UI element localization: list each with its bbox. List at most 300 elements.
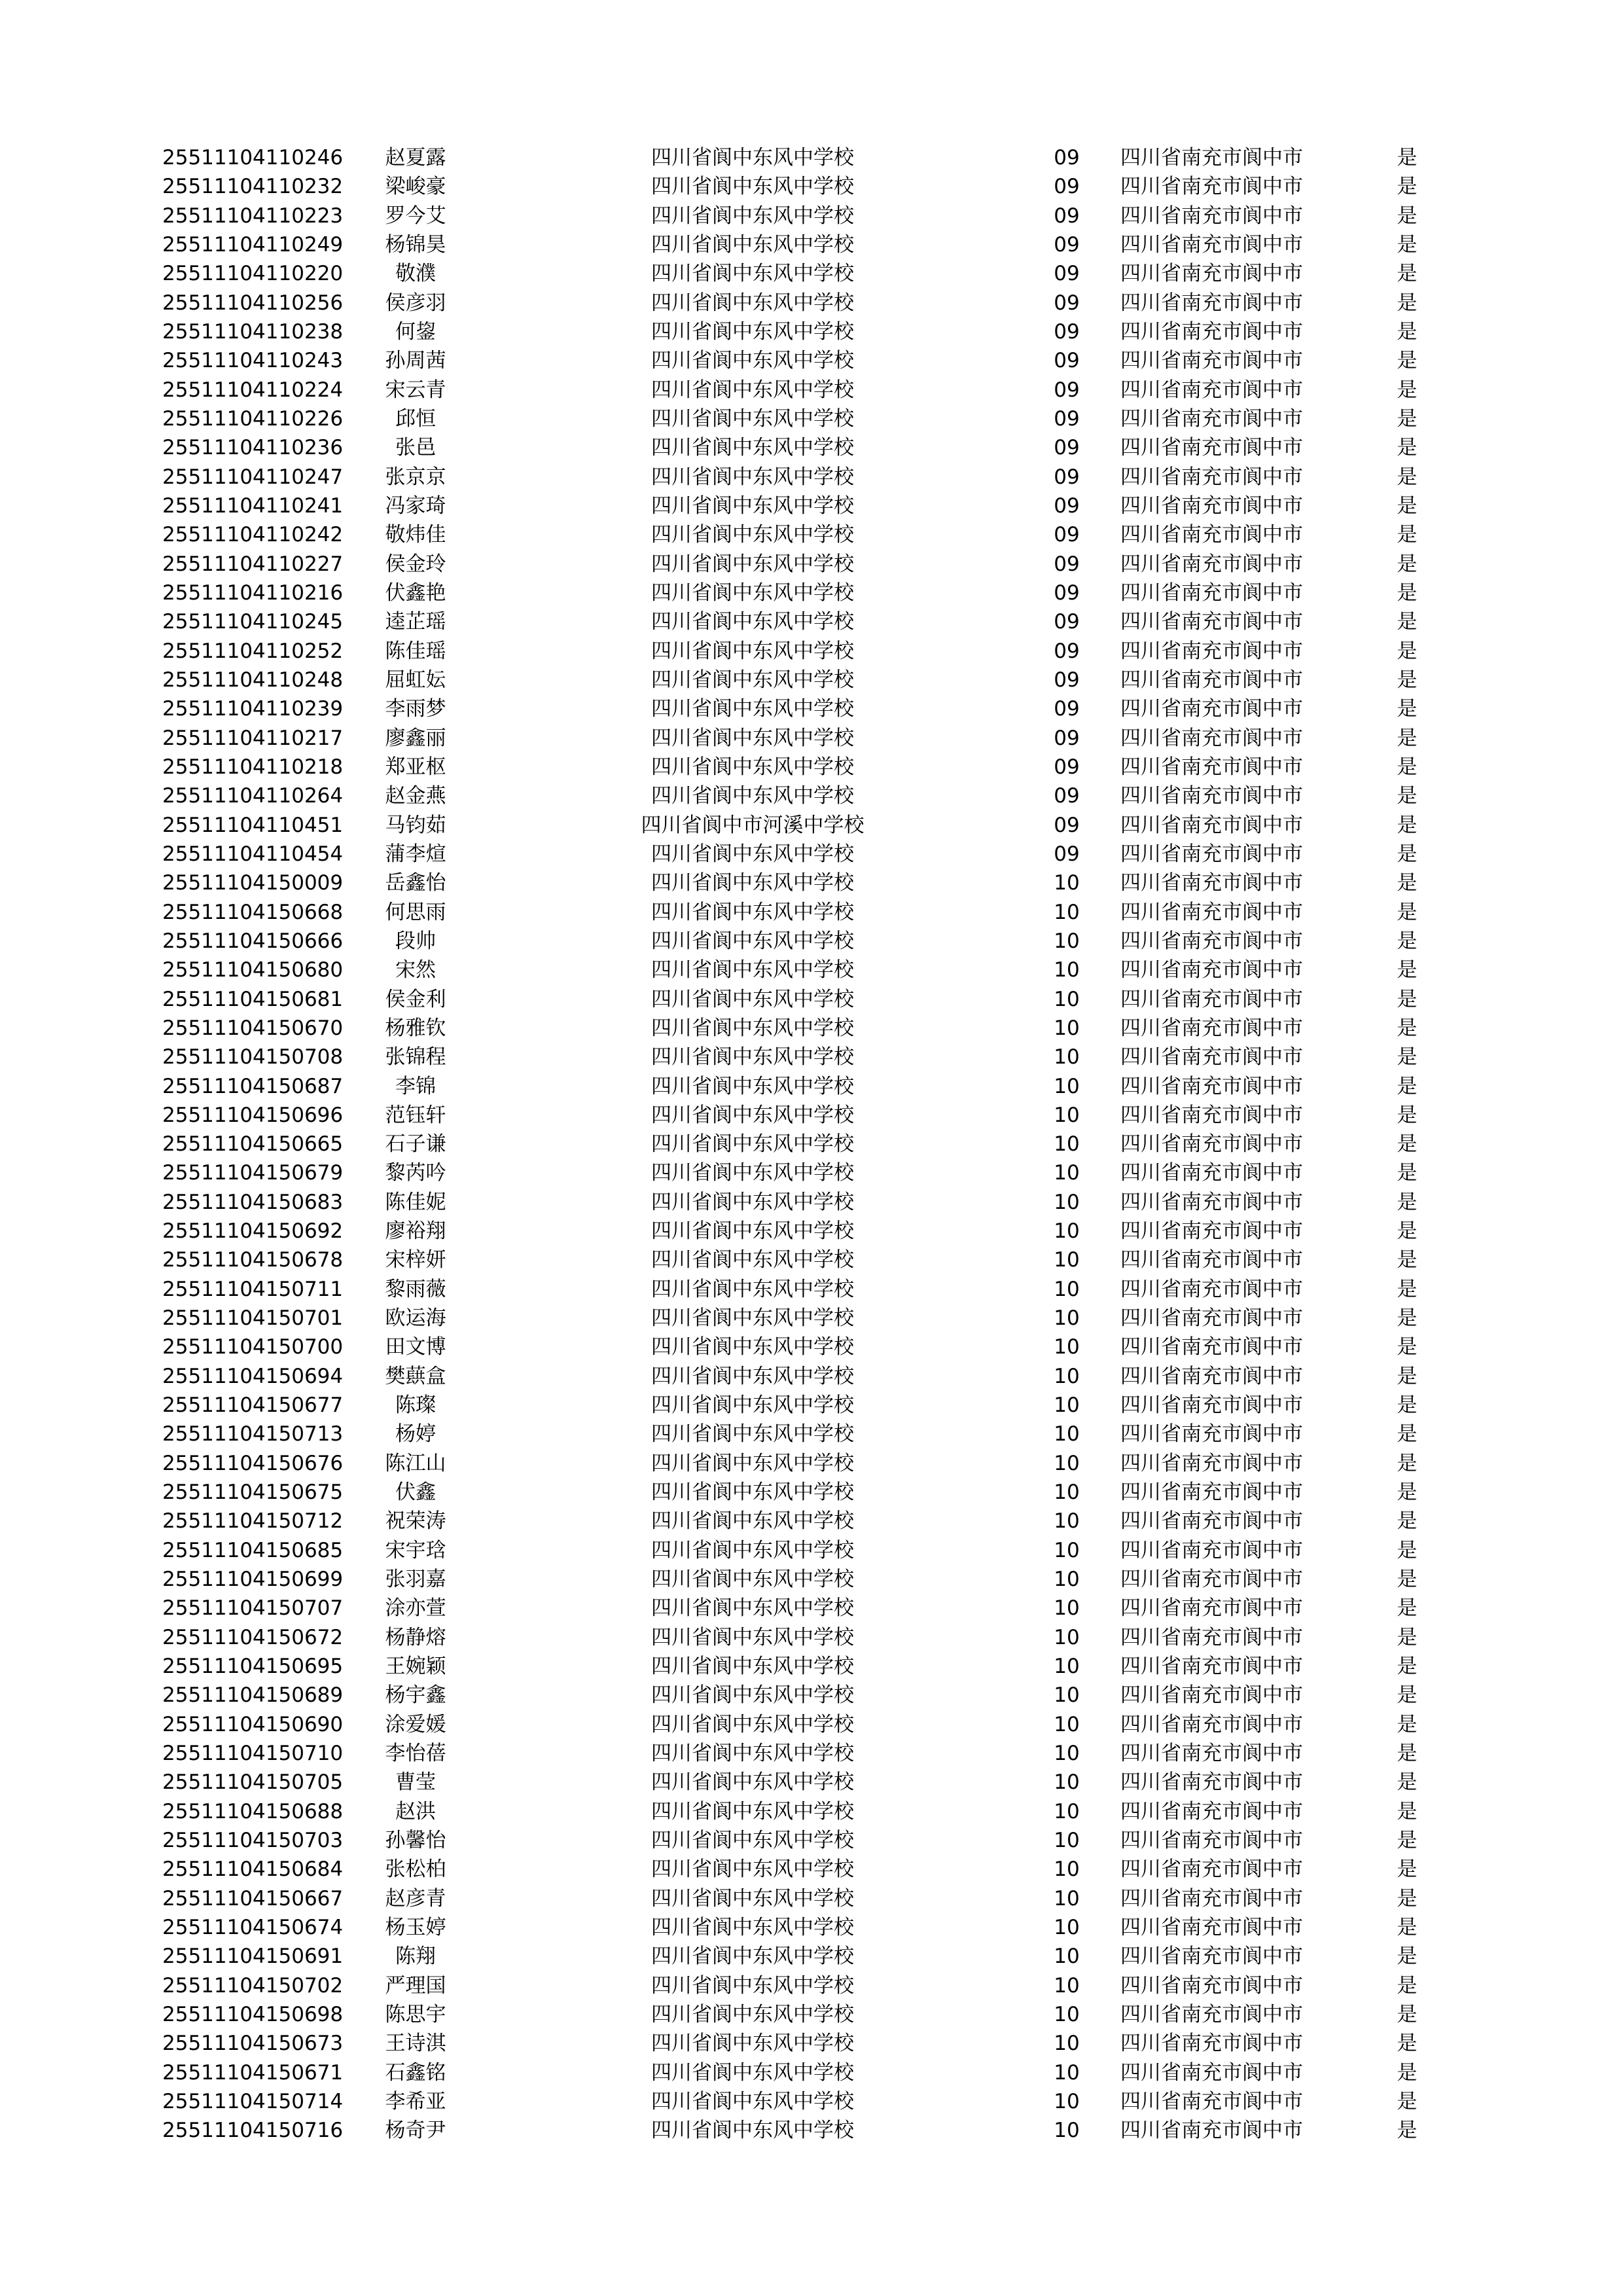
flag-cell: 是 [1397, 1306, 1418, 1331]
region-cell: 四川省南充市阆中市 [1120, 871, 1303, 895]
school-cell: 四川省阆中东风中学校 [651, 2032, 854, 2056]
flag-cell: 是 [1397, 175, 1418, 199]
table-row [0, 1420, 1623, 1448]
flag-cell: 是 [1397, 1829, 1418, 1853]
school-cell: 四川省阆中东风中学校 [651, 1596, 854, 1621]
student-id-cell: 25511104150009 [162, 871, 344, 895]
region-cell: 四川省南充市阆中市 [1120, 726, 1303, 750]
student-name-cell: 杨奇尹 [385, 2119, 446, 2143]
student-name-cell: 陈佳妮 [385, 1190, 446, 1214]
flag-cell: 是 [1397, 232, 1418, 257]
school-cell: 四川省阆中东风中学校 [651, 1625, 854, 1649]
student-id-cell: 25511104150684 [162, 1857, 344, 1882]
grade-cell: 09 [1054, 291, 1080, 315]
student-id-cell: 25511104110218 [162, 755, 344, 779]
region-cell: 四川省南充市阆中市 [1120, 2060, 1303, 2085]
student-name-cell: 樊蕻盒 [385, 1364, 446, 1388]
student-id-cell: 25511104150695 [162, 1655, 344, 1679]
grade-cell: 09 [1054, 378, 1080, 402]
student-id-cell: 25511104110248 [162, 668, 344, 692]
region-cell: 四川省南充市阆中市 [1120, 146, 1303, 170]
flag-cell: 是 [1397, 1596, 1418, 1621]
grade-cell: 09 [1054, 668, 1080, 692]
flag-cell: 是 [1397, 1625, 1418, 1649]
region-cell: 四川省南充市阆中市 [1120, 1103, 1303, 1127]
table-row [0, 1623, 1623, 1652]
grade-cell: 09 [1054, 349, 1080, 373]
flag-cell: 是 [1397, 1422, 1418, 1446]
student-id-cell: 25511104150672 [162, 1625, 344, 1649]
school-cell: 四川省阆中东风中学校 [651, 1916, 854, 1940]
table-row [0, 666, 1623, 694]
student-id-cell: 25511104150696 [162, 1103, 344, 1127]
student-name-cell: 王婉颖 [385, 1655, 446, 1679]
school-cell: 四川省阆中东风中学校 [651, 204, 854, 228]
flag-cell: 是 [1397, 1742, 1418, 1766]
region-cell: 四川省南充市阆中市 [1120, 1306, 1303, 1331]
grade-cell: 09 [1054, 146, 1080, 170]
student-id-cell: 25511104110226 [162, 406, 344, 431]
table-row [0, 2000, 1623, 2029]
school-cell: 四川省阆中东风中学校 [651, 755, 854, 779]
table-row [0, 811, 1623, 840]
flag-cell: 是 [1397, 1538, 1418, 1562]
school-cell: 四川省阆中东风中学校 [651, 1945, 854, 1969]
student-name-cell: 曹莹 [395, 1770, 436, 1795]
grade-cell: 10 [1054, 2032, 1080, 2056]
grade-cell: 09 [1054, 697, 1080, 721]
student-id-cell: 25511104150670 [162, 1016, 344, 1040]
student-id-cell: 25511104150674 [162, 1916, 344, 1940]
region-cell: 四川省南充市阆中市 [1120, 1074, 1303, 1098]
table-row [0, 1855, 1623, 1884]
student-id-cell: 25511104150711 [162, 1277, 344, 1301]
school-cell: 四川省阆中东风中学校 [651, 1655, 854, 1679]
grade-cell: 10 [1054, 958, 1080, 982]
region-cell: 四川省南充市阆中市 [1120, 1568, 1303, 1592]
student-id-cell: 25511104150688 [162, 1799, 344, 1823]
student-name-cell: 赵洪 [395, 1799, 436, 1823]
table-row [0, 492, 1623, 520]
table-row [0, 230, 1623, 259]
student-name-cell: 张松柏 [385, 1857, 446, 1882]
region-cell: 四川省南充市阆中市 [1120, 1799, 1303, 1823]
grade-cell: 10 [1054, 929, 1080, 953]
school-cell: 四川省阆中东风中学校 [651, 726, 854, 750]
student-id-cell: 25511104110220 [162, 262, 344, 286]
student-name-cell: 段帅 [395, 929, 436, 953]
table-row [0, 869, 1623, 897]
flag-cell: 是 [1397, 1568, 1418, 1592]
student-id-cell: 25511104110236 [162, 436, 344, 460]
table-row [0, 1130, 1623, 1158]
flag-cell: 是 [1397, 436, 1418, 460]
grade-cell: 09 [1054, 465, 1080, 489]
grade-cell: 10 [1054, 1132, 1080, 1157]
region-cell: 四川省南充市阆中市 [1120, 291, 1303, 315]
grade-cell: 10 [1054, 1219, 1080, 1244]
school-cell: 四川省阆中东风中学校 [651, 1393, 854, 1418]
region-cell: 四川省南充市阆中市 [1120, 406, 1303, 431]
flag-cell: 是 [1397, 2089, 1418, 2113]
grade-cell: 09 [1054, 755, 1080, 779]
student-id-cell: 25511104150673 [162, 2032, 344, 2056]
flag-cell: 是 [1397, 1190, 1418, 1214]
table-row [0, 2087, 1623, 2116]
table-row [0, 753, 1623, 781]
student-name-cell: 陈江山 [385, 1451, 446, 1475]
student-name-cell: 严理国 [385, 1973, 446, 1998]
student-name-cell: 陈翔 [395, 1945, 436, 1969]
student-id-cell: 25511104150675 [162, 1480, 344, 1505]
school-cell: 四川省阆中东风中学校 [651, 291, 854, 315]
region-cell: 四川省南充市阆中市 [1120, 1596, 1303, 1621]
student-name-cell: 张羽嘉 [385, 1568, 446, 1592]
region-cell: 四川省南充市阆中市 [1120, 784, 1303, 808]
student-name-cell: 杨宇鑫 [385, 1683, 446, 1708]
grade-cell: 10 [1054, 1538, 1080, 1562]
grade-cell: 10 [1054, 2089, 1080, 2113]
student-id-cell: 25511104150691 [162, 1945, 344, 1969]
table-row [0, 1565, 1623, 1594]
region-cell: 四川省南充市阆中市 [1120, 349, 1303, 373]
school-cell: 四川省阆中东风中学校 [651, 987, 854, 1011]
region-cell: 四川省南充市阆中市 [1120, 668, 1303, 692]
flag-cell: 是 [1397, 1074, 1418, 1098]
school-cell: 四川省阆中东风中学校 [651, 1103, 854, 1127]
student-id-cell: 25511104150687 [162, 1074, 344, 1098]
grade-cell: 09 [1054, 581, 1080, 605]
region-cell: 四川省南充市阆中市 [1120, 1712, 1303, 1736]
table-row [0, 1304, 1623, 1333]
grade-cell: 10 [1054, 1190, 1080, 1214]
region-cell: 四川省南充市阆中市 [1120, 958, 1303, 982]
student-name-cell: 何鋆 [395, 319, 436, 344]
flag-cell: 是 [1397, 639, 1418, 663]
region-cell: 四川省南充市阆中市 [1120, 232, 1303, 257]
flag-cell: 是 [1397, 1161, 1418, 1185]
student-name-cell: 陈佳瑶 [385, 639, 446, 663]
grade-cell: 10 [1054, 1655, 1080, 1679]
school-cell: 四川省阆中东风中学校 [651, 1568, 854, 1592]
student-id-cell: 25511104110224 [162, 378, 344, 402]
school-cell: 四川省阆中东风中学校 [651, 929, 854, 953]
student-id-cell: 25511104110264 [162, 784, 344, 808]
school-cell: 四川省阆中东风中学校 [651, 1306, 854, 1331]
grade-cell: 09 [1054, 175, 1080, 199]
table-row [0, 463, 1623, 492]
grade-cell: 09 [1054, 523, 1080, 547]
flag-cell: 是 [1397, 523, 1418, 547]
student-name-cell: 宋宇琀 [385, 1538, 446, 1562]
grade-cell: 10 [1054, 1857, 1080, 1882]
student-name-cell: 侯金利 [385, 987, 446, 1011]
student-id-cell: 25511104110241 [162, 493, 344, 518]
school-cell: 四川省阆中东风中学校 [651, 1016, 854, 1040]
student-name-cell: 黎芮吟 [385, 1161, 446, 1185]
student-name-cell: 宋梓妍 [385, 1248, 446, 1272]
student-name-cell: 敬濮 [395, 262, 436, 286]
table-row [0, 289, 1623, 317]
school-cell: 四川省阆中东风中学校 [651, 146, 854, 170]
flag-cell: 是 [1397, 958, 1418, 982]
grade-cell: 10 [1054, 1248, 1080, 1272]
region-cell: 四川省南充市阆中市 [1120, 755, 1303, 779]
flag-cell: 是 [1397, 1683, 1418, 1708]
table-row [0, 956, 1623, 984]
grade-cell: 10 [1054, 2060, 1080, 2085]
table-row [0, 2029, 1623, 2058]
student-id-cell: 25511104150681 [162, 987, 344, 1011]
school-cell: 四川省阆中东风中学校 [651, 2060, 854, 2085]
school-cell: 四川省阆中市河溪中学校 [641, 813, 865, 837]
student-id-cell: 25511104110238 [162, 319, 344, 344]
table-row [0, 607, 1623, 636]
region-cell: 四川省南充市阆中市 [1120, 436, 1303, 460]
region-cell: 四川省南充市阆中市 [1120, 465, 1303, 489]
flag-cell: 是 [1397, 842, 1418, 866]
school-cell: 四川省阆中东风中学校 [651, 349, 854, 373]
student-name-cell: 杨锦昊 [385, 232, 446, 257]
grade-cell: 10 [1054, 2003, 1080, 2026]
region-cell: 四川省南充市阆中市 [1120, 1625, 1303, 1649]
student-id-cell: 25511104150667 [162, 1886, 344, 1910]
table-row [0, 1884, 1623, 1913]
grade-cell: 10 [1054, 1829, 1080, 1853]
flag-cell: 是 [1397, 755, 1418, 779]
student-id-cell: 25511104150701 [162, 1306, 344, 1331]
student-id-cell: 25511104150676 [162, 1451, 344, 1475]
flag-cell: 是 [1397, 668, 1418, 692]
flag-cell: 是 [1397, 465, 1418, 489]
grade-cell: 10 [1054, 1742, 1080, 1766]
region-cell: 四川省南充市阆中市 [1120, 1480, 1303, 1505]
flag-cell: 是 [1397, 552, 1418, 576]
region-cell: 四川省南充市阆中市 [1120, 1742, 1303, 1766]
flag-cell: 是 [1397, 1335, 1418, 1359]
flag-cell: 是 [1397, 610, 1418, 634]
table-row [0, 1362, 1623, 1391]
school-cell: 四川省阆中东风中学校 [651, 1335, 854, 1359]
flag-cell: 是 [1397, 406, 1418, 431]
student-id-cell: 25511104110246 [162, 146, 344, 170]
student-name-cell: 李锦 [395, 1074, 436, 1098]
grade-cell: 10 [1054, 1335, 1080, 1359]
region-cell: 四川省南充市阆中市 [1120, 639, 1303, 663]
grade-cell: 10 [1054, 1712, 1080, 1736]
table-row [0, 898, 1623, 927]
region-cell: 四川省南充市阆中市 [1120, 1016, 1303, 1040]
student-id-cell: 25511104150689 [162, 1683, 344, 1708]
student-name-cell: 杨玉婷 [385, 1916, 446, 1940]
student-name-cell: 杨婷 [395, 1422, 436, 1446]
school-cell: 四川省阆中东风中学校 [651, 436, 854, 460]
student-name-cell: 廖裕翔 [385, 1219, 446, 1244]
table-row [0, 1594, 1623, 1623]
student-id-cell: 25511104150694 [162, 1364, 344, 1388]
student-name-cell: 孙周茜 [385, 349, 446, 373]
region-cell: 四川省南充市阆中市 [1120, 900, 1303, 924]
table-row [0, 840, 1623, 869]
student-name-cell: 冯家琦 [385, 493, 446, 518]
grade-cell: 10 [1054, 1973, 1080, 1998]
school-cell: 四川省阆中东风中学校 [651, 900, 854, 924]
table-row [0, 2058, 1623, 2087]
student-id-cell: 25511104150679 [162, 1161, 344, 1185]
school-cell: 四川省阆中东风中学校 [651, 1742, 854, 1766]
region-cell: 四川省南充市阆中市 [1120, 1945, 1303, 1969]
grade-cell: 10 [1054, 1306, 1080, 1331]
student-name-cell: 张邑 [395, 436, 436, 460]
school-cell: 四川省阆中东风中学校 [651, 2089, 854, 2113]
flag-cell: 是 [1397, 726, 1418, 750]
student-name-cell: 宋云青 [385, 378, 446, 402]
table-row [0, 694, 1623, 723]
student-name-cell: 张京京 [385, 465, 446, 489]
school-cell: 四川省阆中东风中学校 [651, 1770, 854, 1795]
flag-cell: 是 [1397, 262, 1418, 286]
region-cell: 四川省南充市阆中市 [1120, 610, 1303, 634]
flag-cell: 是 [1397, 204, 1418, 228]
student-id-cell: 25511104150703 [162, 1829, 344, 1853]
flag-cell: 是 [1397, 1219, 1418, 1244]
table-row [0, 1507, 1623, 1535]
table-row [0, 1652, 1623, 1681]
school-cell: 四川省阆中东风中学校 [651, 1712, 854, 1736]
grade-cell: 10 [1054, 1568, 1080, 1592]
table-row [0, 1043, 1623, 1071]
grade-cell: 09 [1054, 406, 1080, 431]
region-cell: 四川省南充市阆中市 [1120, 697, 1303, 721]
school-cell: 四川省阆中东风中学校 [651, 1451, 854, 1475]
school-cell: 四川省阆中东风中学校 [651, 1161, 854, 1185]
grade-cell: 09 [1054, 204, 1080, 228]
school-cell: 四川省阆中东风中学校 [651, 1973, 854, 1998]
region-cell: 四川省南充市阆中市 [1120, 1045, 1303, 1069]
flag-cell: 是 [1397, 1916, 1418, 1940]
student-id-cell: 25511104110223 [162, 204, 344, 228]
school-cell: 四川省阆中东风中学校 [651, 581, 854, 605]
table-row [0, 1014, 1623, 1043]
school-cell: 四川省阆中东风中学校 [651, 1857, 854, 1882]
school-cell: 四川省阆中东风中学校 [651, 232, 854, 257]
school-cell: 四川省阆中东风中学校 [651, 1190, 854, 1214]
table-row [0, 1710, 1623, 1739]
flag-cell: 是 [1397, 2003, 1418, 2026]
student-id-cell: 25511104150677 [162, 1393, 344, 1418]
flag-cell: 是 [1397, 493, 1418, 518]
region-cell: 四川省南充市阆中市 [1120, 1393, 1303, 1418]
grade-cell: 10 [1054, 1886, 1080, 1910]
region-cell: 四川省南充市阆中市 [1120, 2003, 1303, 2026]
region-cell: 四川省南充市阆中市 [1120, 842, 1303, 866]
region-cell: 四川省南充市阆中市 [1120, 929, 1303, 953]
school-cell: 四川省阆中东风中学校 [651, 1480, 854, 1505]
flag-cell: 是 [1397, 1016, 1418, 1040]
school-cell: 四川省阆中东风中学校 [651, 1683, 854, 1708]
flag-cell: 是 [1397, 929, 1418, 953]
region-cell: 四川省南充市阆中市 [1120, 378, 1303, 402]
student-id-cell: 25511104110243 [162, 349, 344, 373]
grade-cell: 10 [1054, 1799, 1080, 1823]
school-cell: 四川省阆中东风中学校 [651, 465, 854, 489]
grade-cell: 10 [1054, 1364, 1080, 1388]
table-row [0, 1072, 1623, 1101]
school-cell: 四川省阆中东风中学校 [651, 1538, 854, 1562]
student-id-cell: 25511104110454 [162, 842, 344, 866]
table-row [0, 1739, 1623, 1768]
table-row [0, 143, 1623, 172]
school-cell: 四川省阆中东风中学校 [651, 697, 854, 721]
grade-cell: 10 [1054, 900, 1080, 924]
grade-cell: 10 [1054, 1509, 1080, 1534]
table-row [0, 1391, 1623, 1420]
student-id-cell: 25511104150678 [162, 1248, 344, 1272]
grade-cell: 10 [1054, 1016, 1080, 1040]
table-row [0, 1913, 1623, 1942]
student-name-cell: 陈思宇 [385, 2003, 446, 2026]
student-name-cell: 岳鑫怡 [385, 871, 446, 895]
student-id-cell: 25511104150685 [162, 1538, 344, 1562]
student-name-cell: 宋然 [395, 958, 436, 982]
table-row [0, 1768, 1623, 1797]
flag-cell: 是 [1397, 1248, 1418, 1272]
table-row [0, 1971, 1623, 2000]
student-name-cell: 石鑫铭 [385, 2060, 446, 2085]
flag-cell: 是 [1397, 900, 1418, 924]
student-id-cell: 25511104110252 [162, 639, 344, 663]
region-cell: 四川省南充市阆中市 [1120, 1364, 1303, 1388]
flag-cell: 是 [1397, 2032, 1418, 2056]
grade-cell: 09 [1054, 436, 1080, 460]
student-name-cell: 杨雅钦 [385, 1016, 446, 1040]
student-id-cell: 25511104150683 [162, 1190, 344, 1214]
table-row [0, 1942, 1623, 1971]
grade-cell: 09 [1054, 552, 1080, 576]
region-cell: 四川省南充市阆中市 [1120, 523, 1303, 547]
region-cell: 四川省南充市阆中市 [1120, 1219, 1303, 1244]
grade-cell: 09 [1054, 610, 1080, 634]
grade-cell: 09 [1054, 493, 1080, 518]
school-cell: 四川省阆中东风中学校 [651, 1799, 854, 1823]
flag-cell: 是 [1397, 1857, 1418, 1882]
region-cell: 四川省南充市阆中市 [1120, 319, 1303, 344]
table-row [0, 259, 1623, 288]
flag-cell: 是 [1397, 1451, 1418, 1475]
student-name-cell: 李希亚 [385, 2089, 446, 2113]
flag-cell: 是 [1397, 378, 1418, 402]
flag-cell: 是 [1397, 784, 1418, 808]
region-cell: 四川省南充市阆中市 [1120, 1509, 1303, 1534]
student-name-cell: 张锦程 [385, 1045, 446, 1069]
student-id-cell: 25511104150712 [162, 1509, 344, 1534]
region-cell: 四川省南充市阆中市 [1120, 1132, 1303, 1157]
table-row [0, 202, 1623, 230]
student-name-cell: 李雨梦 [385, 697, 446, 721]
region-cell: 四川省南充市阆中市 [1120, 493, 1303, 518]
region-cell: 四川省南充市阆中市 [1120, 1857, 1303, 1882]
student-id-cell: 25511104110256 [162, 291, 344, 315]
school-cell: 四川省阆中东风中学校 [651, 1509, 854, 1534]
grade-cell: 10 [1054, 1045, 1080, 1069]
table-row [0, 637, 1623, 666]
student-name-cell: 赵彦青 [385, 1886, 446, 1910]
table-row [0, 550, 1623, 579]
flag-cell: 是 [1397, 2119, 1418, 2143]
student-id-cell: 25511104150705 [162, 1770, 344, 1795]
student-name-cell: 伏鑫艳 [385, 581, 446, 605]
school-cell: 四川省阆中东风中学校 [651, 842, 854, 866]
